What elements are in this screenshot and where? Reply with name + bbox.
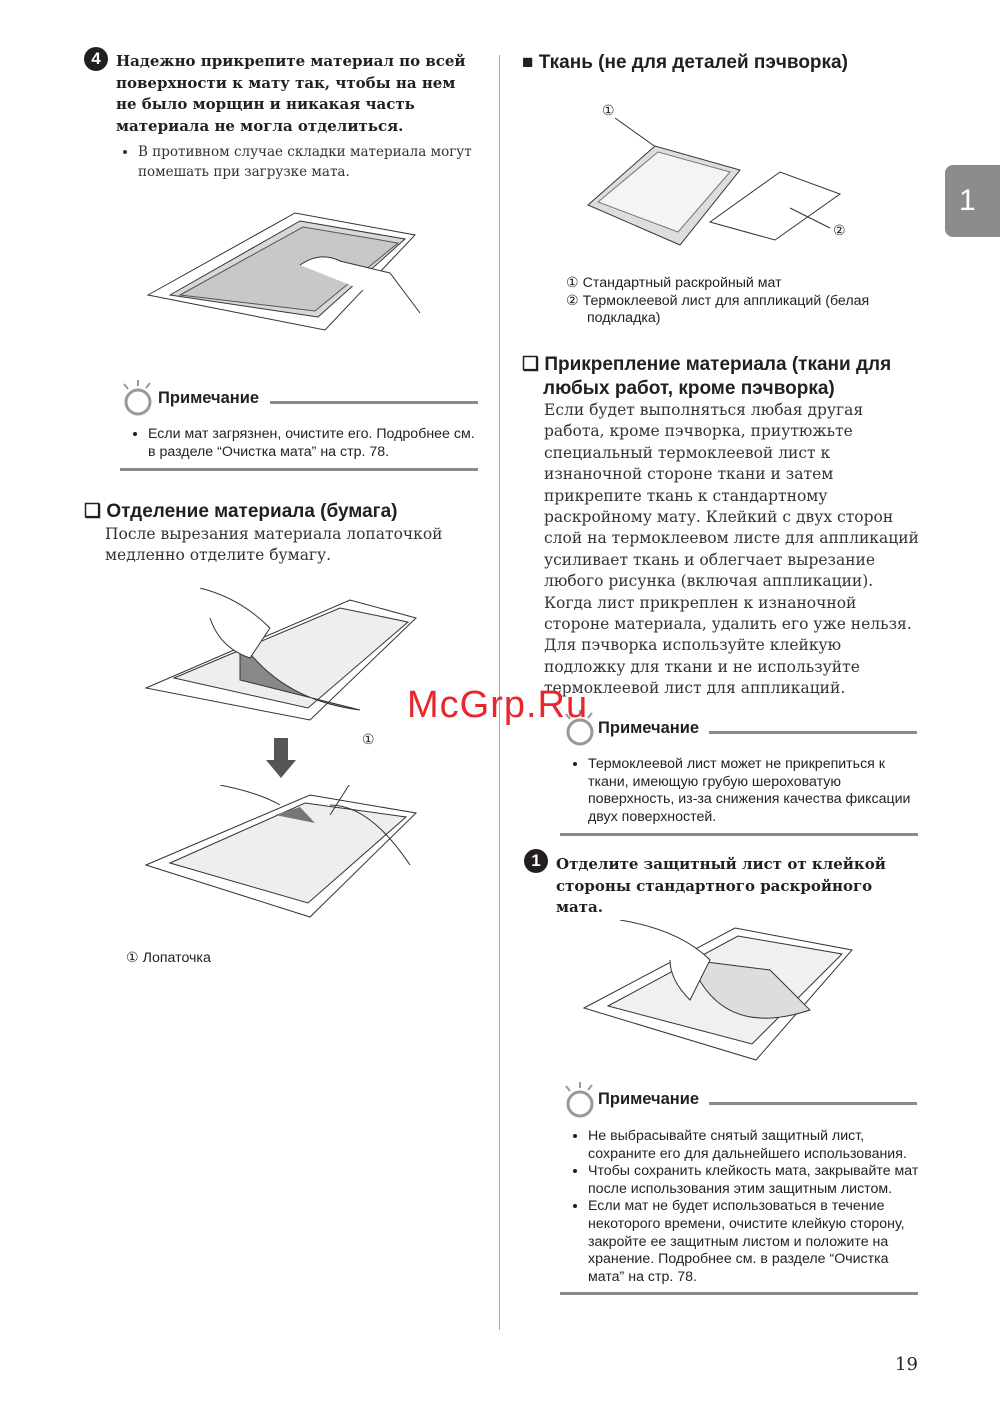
callout-number: ② bbox=[833, 222, 846, 238]
chapter-tab[interactable]: 1 bbox=[945, 165, 1000, 237]
note-list: • Не выбрасывайте снятый защитный лист, сохраните его для дальнейшего использования. • Чтобы сохранить клейкость мата, закрывайте мат после использования этим защитным листом. • Если мат не будет использоваться в течение некоторого времени, очистите клейкую сторону, закройте ее защитным листом и положите на хранение. Подробнее см. в разделе “Очистка мата” на стр. 78. bbox=[566, 1128, 922, 1286]
section-heading: ■ Ткань (не для деталей пэчворка) bbox=[522, 52, 848, 73]
step-1-text: Отделите защитный лист от клейкой стороны стандартного раскройного мата. bbox=[556, 855, 886, 916]
watermark: McGrp.Ru bbox=[407, 684, 589, 726]
figure-legend: ① Стандартный раскройный мат ② Термоклеевой лист для аппликаций (белая подкладка) bbox=[566, 275, 870, 327]
section-text: После вырезания материала лопаточкой медленно отделите бумагу. bbox=[105, 525, 443, 565]
arrow-down-icon bbox=[266, 738, 296, 780]
step-4-text: Надежно прикрепите материал по всей поверхности к мату так, чтобы на нем не было морщин и никакая часть материала не могла отделиться. bbox=[116, 52, 466, 135]
callout-number: ① bbox=[362, 731, 375, 747]
peel-protective-sheet-illustration bbox=[580, 920, 860, 1065]
note-bulb-icon bbox=[118, 378, 154, 418]
divider bbox=[709, 731, 917, 734]
figure-legend: ① Лопаточка bbox=[126, 950, 211, 966]
note-title: Примечание bbox=[598, 1090, 700, 1108]
mat-and-sheet-illustration bbox=[580, 110, 850, 250]
step-number: 1 bbox=[524, 849, 548, 873]
note-title: Примечание bbox=[158, 389, 260, 407]
divider bbox=[560, 833, 918, 836]
note-list: • Термоклеевой лист может не прикрепиться к ткани, имеющую грубую шероховатую поверхность, из-за снижения качества фиксации двух поверхностей. bbox=[566, 756, 916, 826]
mat-illustration-hand bbox=[140, 205, 430, 335]
page-number: 19 bbox=[895, 1354, 918, 1375]
note-bulb-icon bbox=[560, 1080, 596, 1120]
divider bbox=[120, 468, 478, 471]
step-4-bullet: • В противном случае складки материала могут помешать при загрузке мата. bbox=[116, 143, 476, 182]
spatula-illustration bbox=[140, 785, 420, 925]
note-title: Примечание bbox=[598, 719, 700, 737]
peel-paper-illustration bbox=[140, 588, 420, 728]
step-number: 4 bbox=[84, 47, 108, 71]
divider bbox=[560, 1292, 918, 1295]
note-list: • Если мат загрязнен, очистите его. Подробнее см. в разделе “Очистка мата” на стр. 78. bbox=[126, 426, 480, 461]
section-heading: ❑ Прикрепление материала (ткани для любых работ, кроме пэчворка) bbox=[522, 354, 892, 399]
section-text: Если будет выполняться любая другая работа, кроме пэчворка, приутюжьте специальный термоклеевой лист к изнаночной стороне ткани и затем прикрепите ткань к стандартному раскройному мату. Клейкий с двух сторон слой на термоклеевом листе для аппликаций усиливает ткань и облегчает вырезание любого рисунка (включая аппликации). Когда лист прикреплен к изнаночной стороне материала, удалить его уже нельзя. Для пэчворка используйте клейкую подложку для ткани и не используйте термоклеевой лист для аппликаций. bbox=[544, 401, 919, 698]
callout-number: ① bbox=[602, 102, 615, 118]
divider bbox=[709, 1102, 917, 1105]
divider bbox=[270, 401, 478, 404]
section-heading: ❑ Отделение материала (бумага) bbox=[84, 501, 398, 522]
